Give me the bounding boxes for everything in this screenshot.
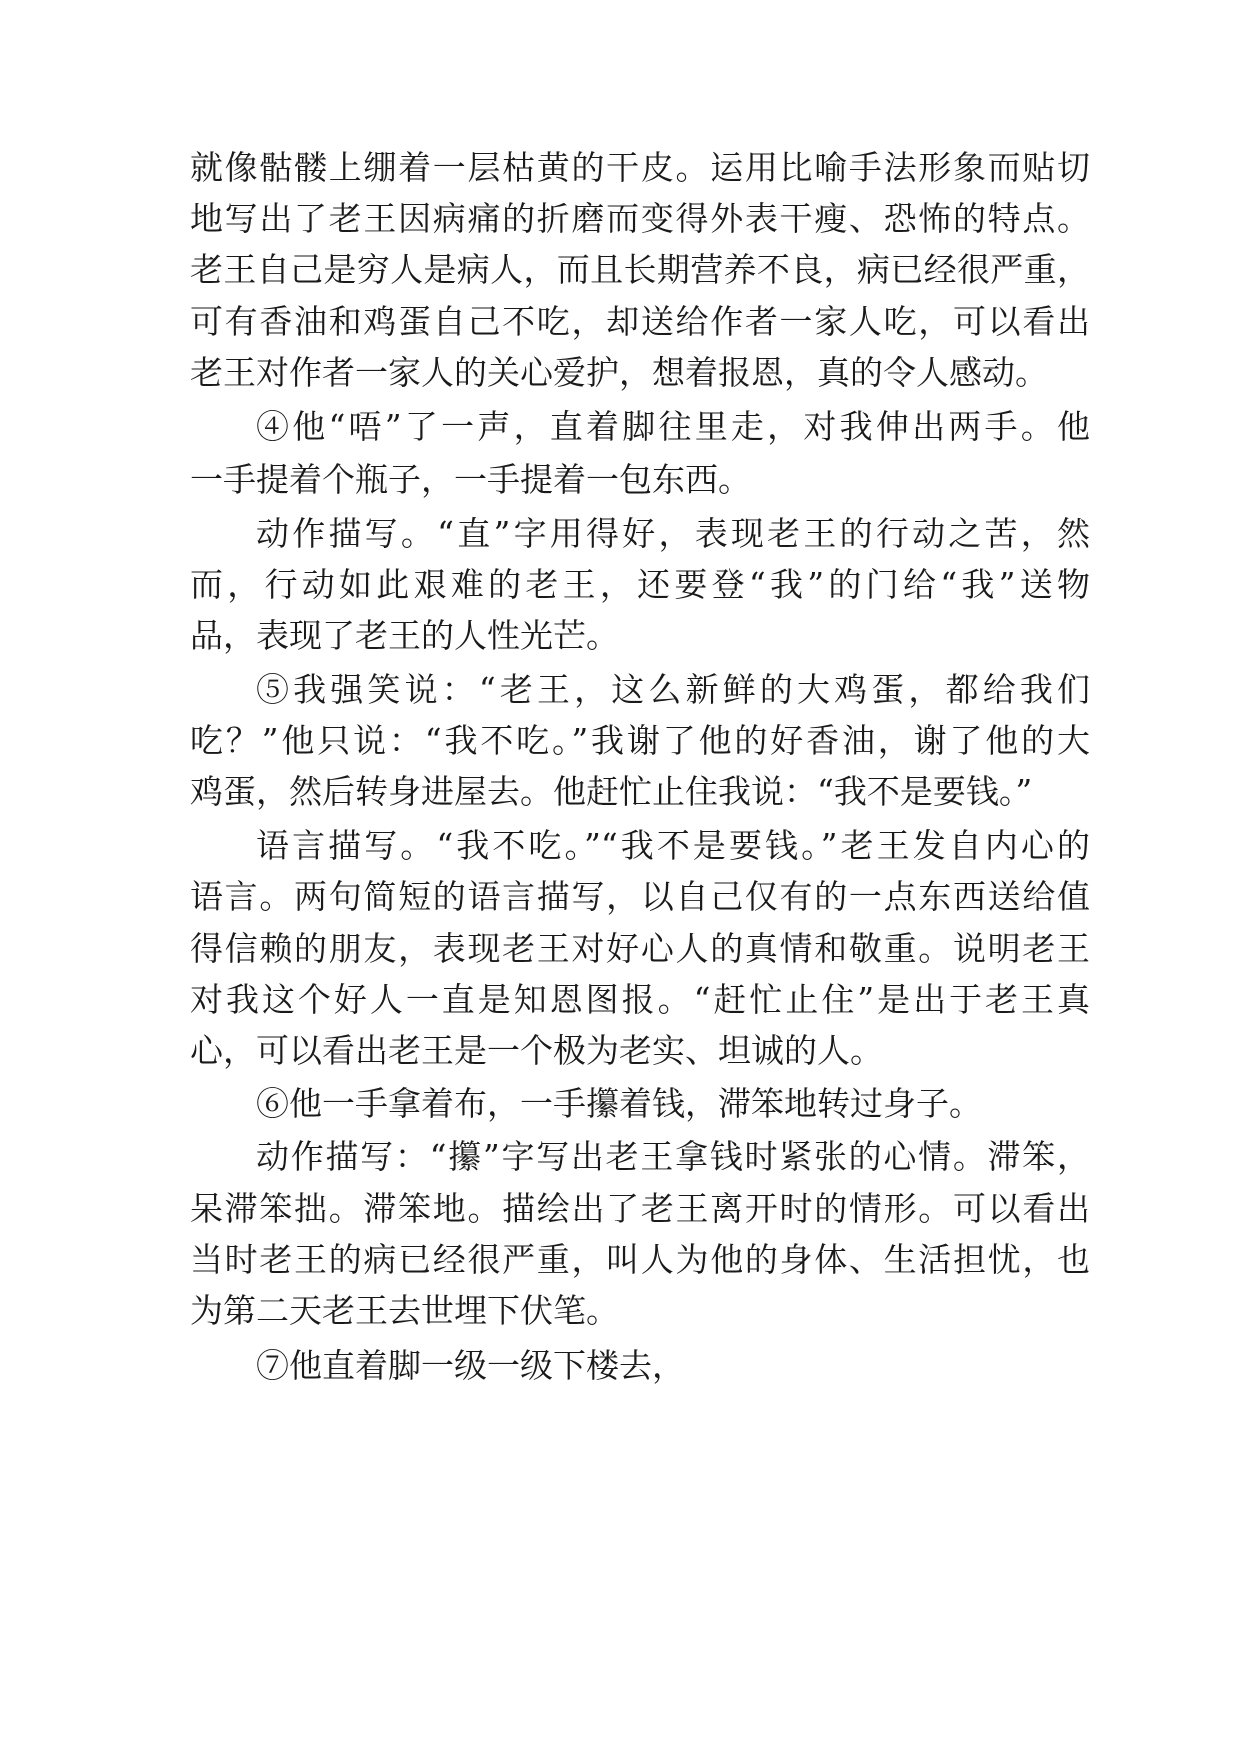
paragraph-first-line: 动作描写。“直”字用得好，表现老王的行动之苦，然 — [256, 514, 1090, 553]
text-line: 可有香油和鸡蛋自己不吃，却送给作者一家人吃，可以看出 — [190, 302, 1090, 341]
text-line: 品，表现了老王的人性光芒。 — [190, 616, 619, 655]
text-line: 老王自己是穷人是病人，而且长期营养不良，病已经很严重， — [190, 250, 1090, 289]
paragraph-first-line: ⑦他直着脚一级一级下楼去， — [256, 1346, 685, 1385]
text-line: 心，可以看出老王是一个极为老实、坦诚的人。 — [190, 1031, 883, 1070]
text-line: 语言。两句简短的语言描写，以自己仅有的一点东西送给值 — [190, 877, 1090, 916]
text-line: 吃？”他只说：“我不吃。”我谢了他的好香油，谢了他的大 — [190, 721, 1090, 760]
paragraph-first-line: ⑤我强笑说：“老王，这么新鲜的大鸡蛋，都给我们 — [256, 670, 1090, 709]
paragraph-first-line: 语言描写。“我不吃。”“我不是要钱。”老王发自内心的 — [256, 826, 1090, 865]
text-line: 为第二天老王去世埋下伏笔。 — [190, 1291, 619, 1330]
text-line: 呆滞笨拙。滞笨地。描绘出了老王离开时的情形。可以看出 — [190, 1189, 1090, 1228]
text-line: 得信赖的朋友，表现老王对好心人的真情和敬重。说明老王 — [190, 929, 1090, 968]
paragraph-first-line: 动作描写：“攥”字写出老王拿钱时紧张的心情。滞笨， — [256, 1137, 1090, 1176]
text-line: 一手提着个瓶子，一手提着一包东西。 — [190, 460, 751, 499]
text-line: 而，行动如此艰难的老王，还要登“我”的门给“我”送物 — [190, 565, 1090, 604]
text-line: 老王对作者一家人的关心爱护，想着报恩，真的令人感动。 — [190, 353, 1048, 392]
text-line: 地写出了老王因病痛的折磨而变得外表干瘦、恐怖的特点。 — [190, 199, 1090, 238]
text-line: 当时老王的病已经很严重，叫人为他的身体、生活担忧，也 — [190, 1240, 1090, 1279]
text-line: 对我这个好人一直是知恩图报。“赶忙止住”是出于老王真 — [190, 980, 1090, 1019]
text-line: 就像骷髅上绷着一层枯黄的干皮。运用比喻手法形象而贴切 — [190, 148, 1090, 187]
text-line: 鸡蛋，然后转身进屋去。他赶忙止住我说：“我不是要钱。” — [190, 772, 1033, 811]
paragraph-first-line: ④他“唔”了一声，直着脚往里走，对我伸出两手。他 — [256, 407, 1090, 446]
paragraph-first-line: ⑥他一手拿着布，一手攥着钱，滞笨地转过身子。 — [256, 1084, 982, 1123]
